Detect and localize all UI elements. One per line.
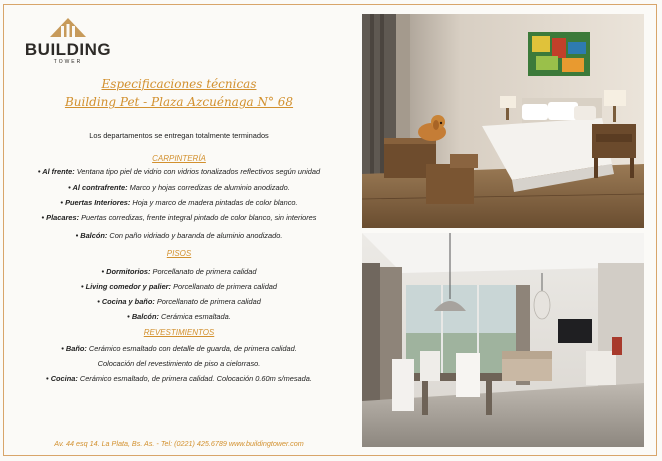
- item-al-frente: [0, 167, 358, 176]
- item-text: Cerámico esmaltado, de primera calidad. Colocación 0.60m s/mesada.: [77, 374, 312, 383]
- item-living: [0, 282, 358, 291]
- item-placares: [0, 213, 358, 222]
- item-text: Hoja y marco de madera pintadas de color blanco.: [130, 198, 298, 207]
- item-dormitorios: [0, 267, 358, 276]
- item-label: • Puertas Interiores:: [60, 198, 131, 207]
- living-room-render-photo: [362, 233, 644, 447]
- item-bano-continuation: [0, 359, 358, 368]
- item-label: • Living comedor y palier:: [80, 282, 172, 291]
- item-label: • Balcón:: [127, 312, 159, 321]
- bedroom-render-image: [362, 14, 644, 228]
- item-text: Puertas corredizas, frente integral pintado de color blanco, sin interiores: [79, 213, 317, 222]
- item-balcon-carpinteria: [0, 231, 358, 240]
- item-cocina: [0, 374, 358, 383]
- item-text: Ventana tipo piel de vidrio con vidrios tonalizados reflectivos según unidad: [74, 167, 321, 176]
- contact-footer: Av. 44 esq 14. La Plata, Bs. As. - Tel: (0221) 425.6789 www.buildingtower.com: [54, 439, 304, 448]
- item-label: • Placares:: [41, 213, 80, 222]
- building-logo-icon: [48, 18, 88, 38]
- item-al-contrafrente: [0, 183, 358, 192]
- item-text: Colocación del revestimiento de piso a cielorraso.: [97, 359, 261, 368]
- item-text: Porcellanato de primera calidad: [154, 297, 261, 306]
- item-text: Cerámico esmaltado con detalle de guarda, de primera calidad.: [86, 344, 297, 353]
- section-pisos: PISOS: [166, 249, 192, 258]
- item-label: • Cocina:: [46, 374, 78, 383]
- bedroom-render-photo: [362, 14, 644, 228]
- item-label: • Al contrafrente:: [68, 183, 128, 192]
- logo-wordmark: BUILDING: [24, 40, 112, 59]
- item-label: • Cocina y baño:: [97, 297, 155, 306]
- item-label: • Balcón:: [75, 231, 108, 240]
- intro-text: Los departamentos se entregan totalmente terminados: [89, 131, 269, 140]
- item-puertas-interiores: [0, 198, 358, 207]
- item-label: • Baño:: [61, 344, 87, 353]
- item-text: Porcellanato de primera calidad: [150, 267, 257, 276]
- title-line-2: Building Pet - Plaza Azcuénaga N° 68: [64, 95, 294, 109]
- section-revestimientos: REVESTIMIENTOS: [143, 328, 215, 337]
- item-balcon-pisos: [0, 312, 358, 321]
- item-label: • Al frente:: [37, 167, 75, 176]
- item-bano: [0, 344, 358, 353]
- item-text: Con paño vidriado y baranda de aluminio anodizado.: [107, 231, 283, 240]
- title-line-1: Especificaciones técnicas: [101, 77, 257, 91]
- item-text: Marco y hojas corredizas de aluminio anodizado.: [127, 183, 290, 192]
- living-room-render-image: [362, 233, 644, 447]
- item-cocina-bano: [0, 297, 358, 306]
- section-carpinteria: CARPINTERÍA: [152, 154, 206, 163]
- item-label: • Dormitorios:: [101, 267, 151, 276]
- item-text: Cerámica esmaltada.: [158, 312, 231, 321]
- logo-subtitle: TOWER: [53, 59, 83, 65]
- item-text: Porcellanato de primera calidad: [171, 282, 278, 291]
- building-tower-logo: [22, 18, 114, 70]
